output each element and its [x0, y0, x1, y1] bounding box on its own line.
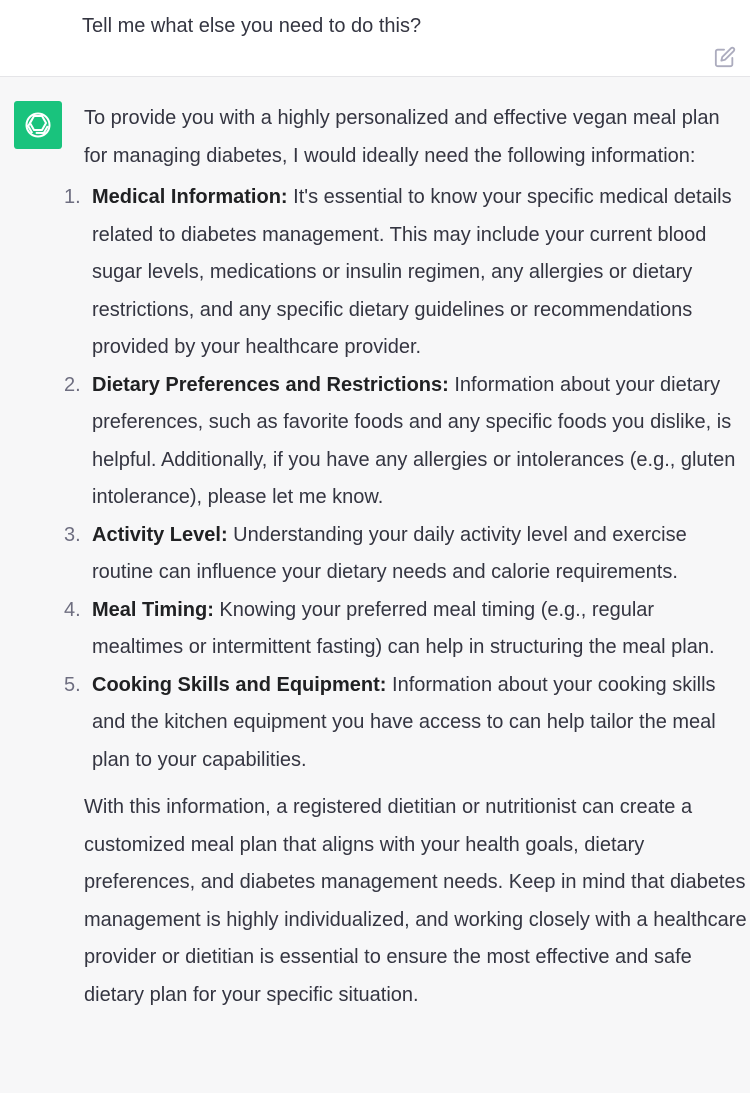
list-item-number: 4. [64, 598, 81, 621]
openai-logo-icon [23, 110, 53, 140]
list-item-text: Information about your dietary preferences, such as favorite foods and any specific foods you dislike, is helpful. Additionally, if you have any allergies or intolerances (e.g., gluten intolerance), please let me know. [92, 373, 736, 508]
response-outro: With this information, a registered dietitian or nutritionist can create a customized meal plan that aligns with your health goals, dietary preferences, and diabetes management needs. Keep in mind that diabetes management is highly individualized, and working closely with a healthcare provider or dietitian is essential to ensure the most effective and safe dietary plan for your specific situation. [84, 796, 747, 1006]
list-item-text: It's essential to know your specific medical details related to diabetes management. This may include your current blood sugar levels, medications or insulin regimen, any allergies or dietary restrictions, and any specific dietary guidelines or recommendations provided by your healthcare provider. [92, 186, 732, 358]
response-intro: To provide you with a highly personalized and effective vegan meal plan for managing diabetes, I would ideally need the following information: [84, 107, 720, 167]
list-item-title: Cooking Skills and Equipment: [92, 673, 387, 696]
list-item-title: Meal Timing: [92, 598, 214, 621]
list-item-number: 5. [64, 673, 81, 696]
list-item-text: Information about your cooking skills and the kitchen equipment you have access to can help tailor the meal plan to your capabilities. [92, 673, 716, 771]
list-item [64, 179, 744, 367]
requirements-list [64, 179, 744, 779]
list-item-text: Understanding your daily activity level and exercise routine can influence your dietary needs and calorie requirements. [92, 523, 687, 583]
list-item-number: 3. [64, 523, 81, 546]
list-item-title: Dietary Preferences and Restrictions: [92, 373, 449, 396]
list-item [64, 592, 744, 667]
list-item-number: 1. [64, 186, 81, 208]
list-item-title: Medical Information: [92, 186, 288, 208]
list-item-text: Knowing your preferred meal timing (e.g., regular mealtimes or intermittent fasting) can help in structuring the meal plan. [92, 598, 715, 658]
assistant-avatar [14, 101, 62, 149]
list-item [64, 517, 744, 592]
assistant-message [0, 77, 750, 1093]
list-item-title: Activity Level: [92, 523, 228, 546]
user-message [0, 0, 750, 77]
list-item-number: 2. [64, 373, 81, 396]
edit-icon [714, 46, 736, 68]
list-item [64, 367, 744, 517]
list-item [64, 667, 744, 780]
user-message-text: Tell me what else you need to do this? [82, 15, 422, 37]
edit-message-button[interactable] [712, 44, 738, 70]
assistant-response [64, 100, 747, 1014]
